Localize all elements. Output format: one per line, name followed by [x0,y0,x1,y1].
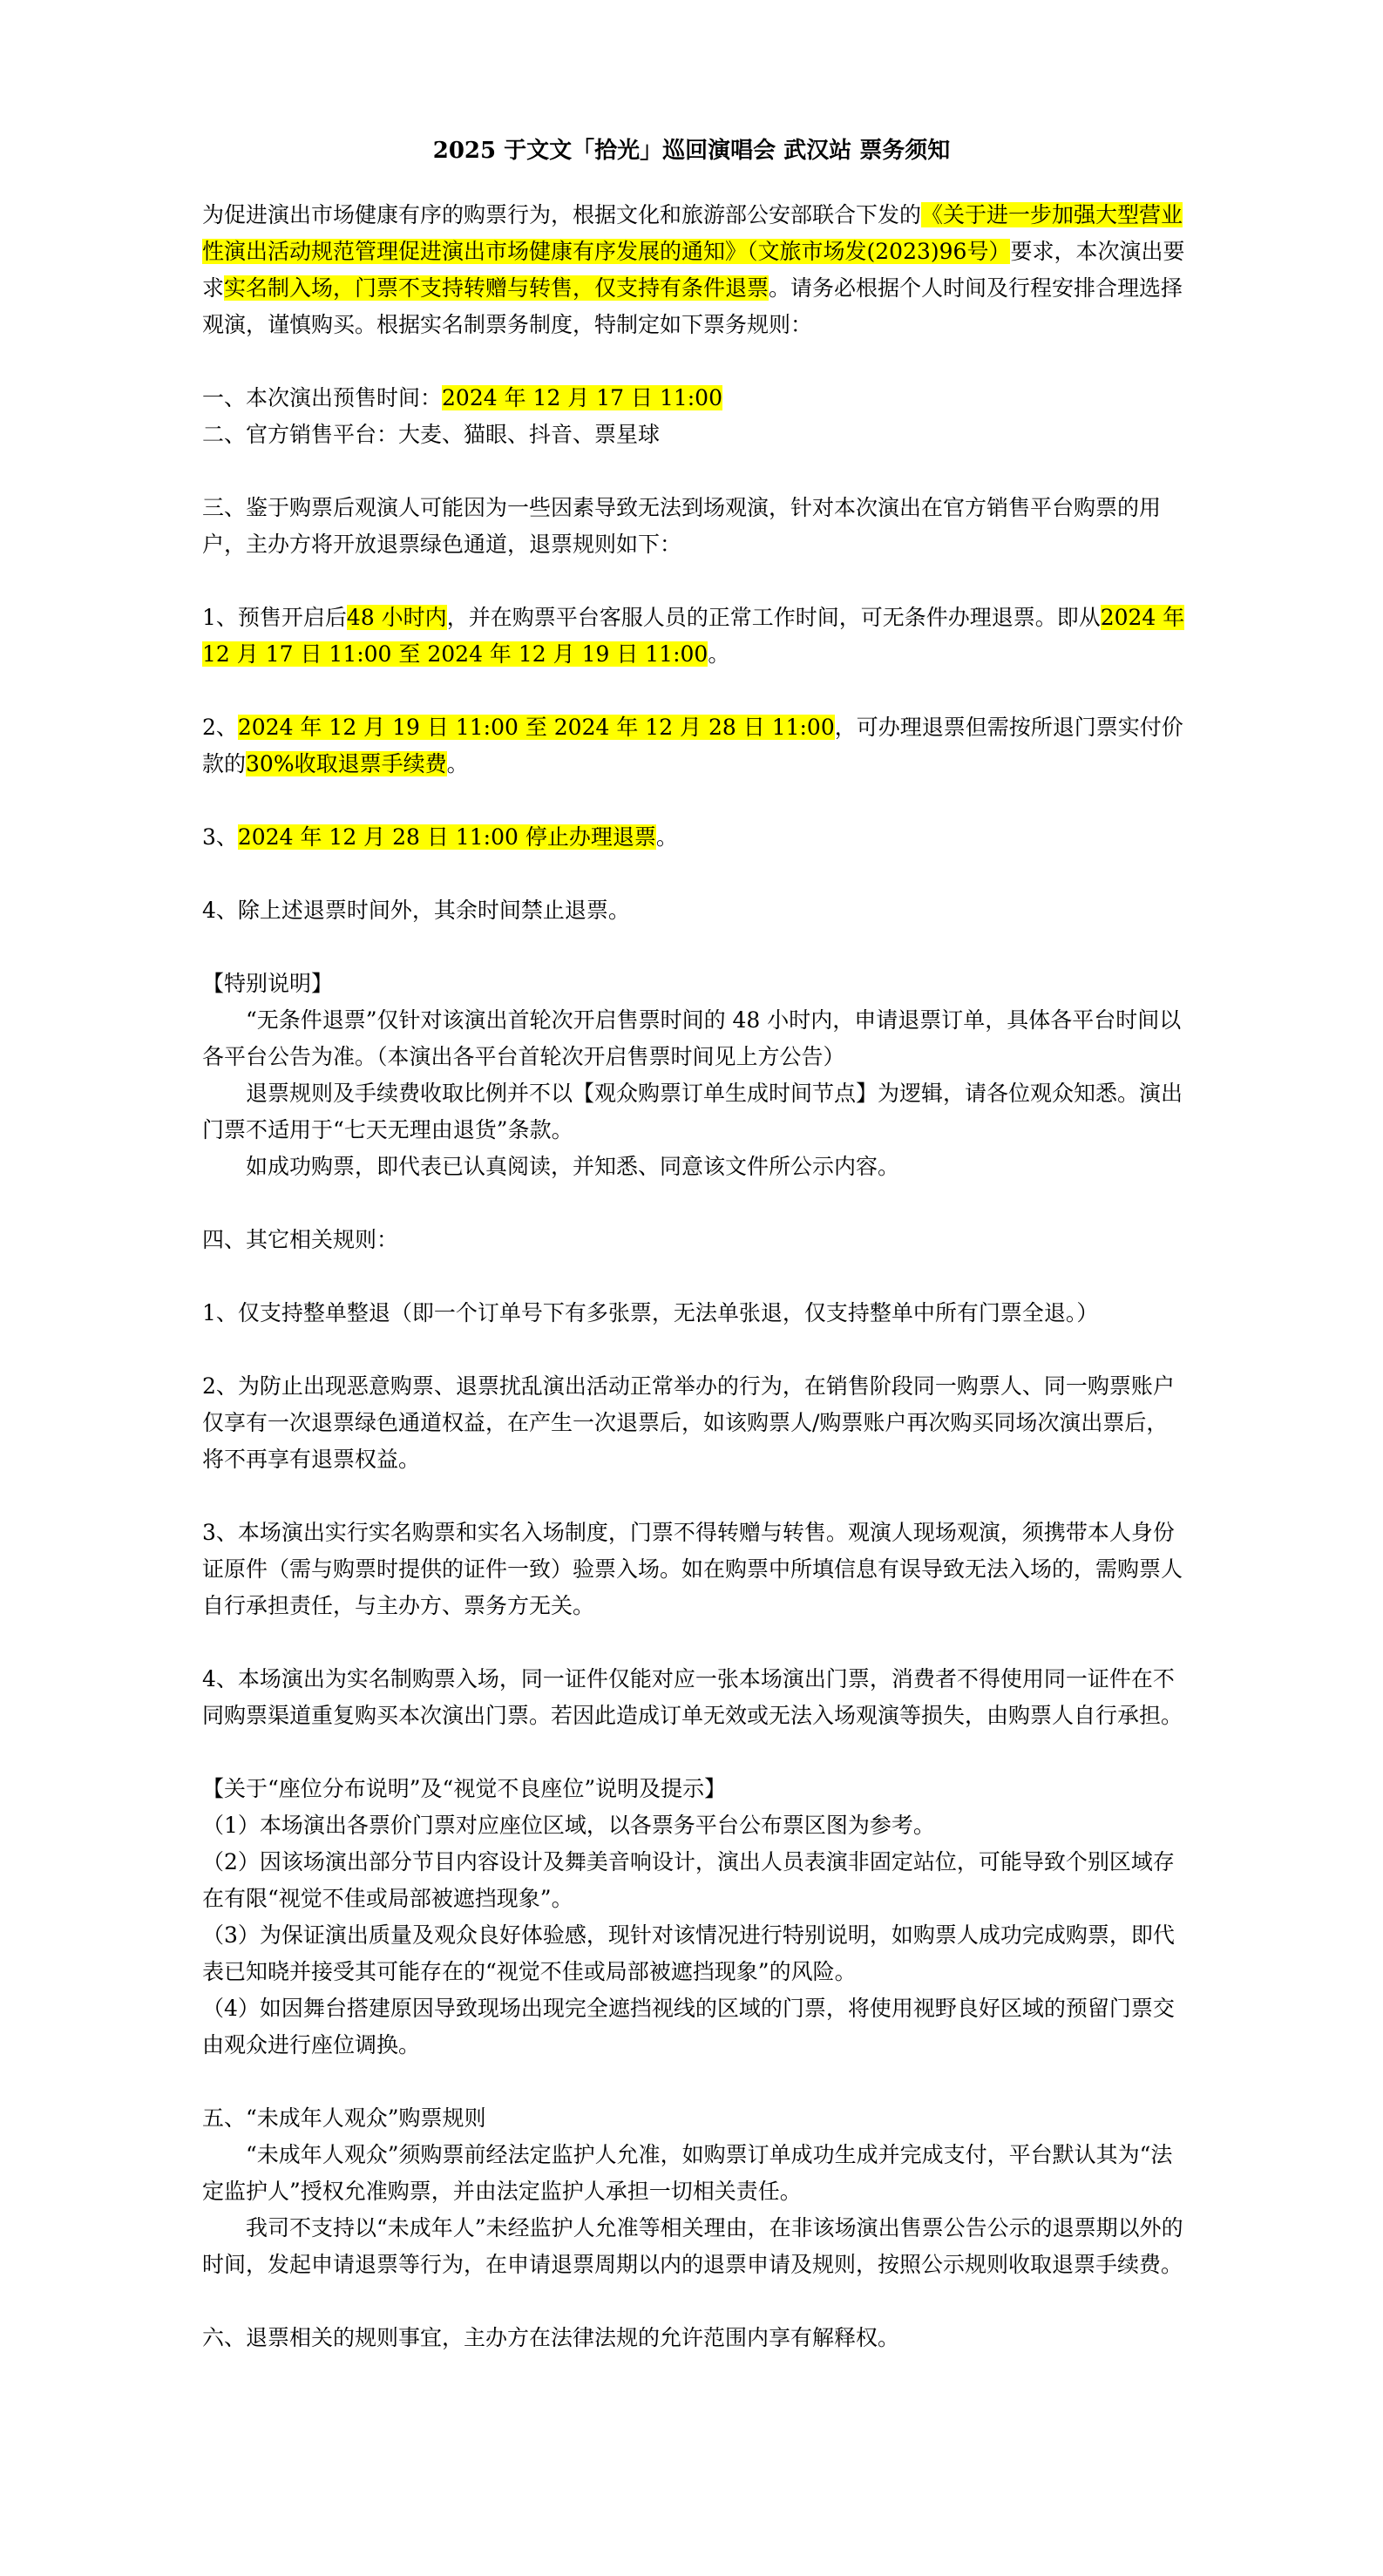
realname-policy-highlight: 实名制入场，门票不支持转赠与转售，仅支持有条件退票 [224,275,769,301]
special-note-paragraph: “无条件退票”仅针对该演出首轮次开启售票时间的 48 小时内，申请退票订单，具体各平台时间以各平台公告为准。（本演出各平台首轮次开启售票时间见上方公告） [202,1007,1182,1069]
other-rule-2: 2、为防止出现恶意购票、退票扰乱演出活动正常举办的行为，在销售阶段同一购票人、同一购票账户仅享有一次退票绿色通道权益，在产生一次退票后，如该购票人/购票账户再次购买同场次演出票后，将不再享有退票权益。 [202,1373,1175,1472]
intro-paragraph [202,197,1185,343]
rule-text: 2、 [202,715,238,740]
rule-text: 。 [655,824,678,850]
rule-text: 3、 [202,824,238,850]
seat-notice-item: （1）本场演出各票价门票对应座位区域，以各票务平台公布票区图为参考。 [202,1813,935,1838]
48h-highlight: 48 小时内 [346,605,447,630]
rule-text: 。 [708,641,730,667]
minor-rules-paragraph: 我司不支持以“未成年人”未经监护人允准等相关理由，在非该场演出售票公告公示的退票期以外的时间，发起申请退票等行为，在申请退票周期以内的退票申请及规则，按照公示规则收取退票手续费。 [202,2215,1183,2277]
special-note-paragraph: 退票规则及手续费收取比例并不以【观众购票订单生成时间节点】为逻辑，请各位观众知悉。演出门票不适用于“七天无理由退货”条款。 [202,1081,1183,1142]
rule-text: ，并在购票平台客服人员的正常工作时间，可无条件办理退票。即从 [446,605,1101,630]
seat-notice-item: （3）为保证演出质量及观众良好体验感，现针对该情况进行特别说明，如购票人成功完成购票，即代表已知晓并接受其可能存在的“视觉不佳或局部被遮挡现象”的风险。 [202,1922,1175,1984]
presale-label: 一、本次演出预售时间： [202,385,443,410]
other-rule-3: 3、本场演出实行实名购票和实名入场制度，门票不得转赠与转售。观演人现场观演，须携带本人身份证原件（需与购票时提供的证件一致）验票入场。如在购票中所填信息有误导致无法入场的，需购票人自行承担责任，与主办方、票务方无关。 [202,1520,1183,1618]
fee-rate-highlight: 30%收取退票手续费 [246,751,447,776]
refund-rule-3 [202,819,1185,856]
refund-rule-2 [202,709,1185,783]
rule-text: 1、预售开启后 [202,605,347,630]
other-rules-heading: 四、其它相关规则： [202,1227,399,1252]
intro-text: 要求，本次演出要求 [202,239,1185,301]
free-refund-period-highlight: 2024 年 12 月 17 日 11:00 至 2024 年 12 月 19 日 11:00 [202,605,1185,667]
seat-notice-heading: 【关于“座位分布说明”及“视觉不良座位”说明及提示】 [202,1776,727,1801]
sales-platform-line: 二、官方销售平台：大麦、猫眼、抖音、票星球 [202,422,661,447]
refund-intro-paragraph: 三、鉴于购票后观演人可能因为一些因素导致无法到场观演，针对本次演出在官方销售平台购票的用户，主办方将开放退票绿色通道，退票规则如下： [202,495,1162,557]
document-title: 2025 于文文「拾光」巡回演唱会 武汉站 票务须知 [432,138,951,164]
presale-time-line [202,380,1185,417]
presale-time-highlight: 2024 年 12 月 17 日 11:00 [442,385,722,410]
notice-reference-highlight: 《关于进一步加强大型营业性演出活动规范管理促进演出市场健康有序发展的通知》（文旅市场发(2023)96号） [202,202,1183,264]
seat-notice-item: （2）因该场演出部分节目内容设计及舞美音响设计，演出人员表演非固定站位，可能导致个别区域存在有限“视觉不佳或局部被遮挡现象”。 [202,1849,1175,1911]
minor-rules-paragraph: “未成年人观众”须购票前经法定监护人允准，如购票订单成功生成并完成支付，平台默认其为“法定监护人”授权允准购票，并由法定监护人承担一切相关责任。 [202,2142,1173,2204]
intro-text: 为促进演出市场健康有序的购票行为，根据文化和旅游部公安部联合下发的 [202,202,922,227]
fee-period-highlight: 2024 年 12 月 19 日 11:00 至 2024 年 12 月 28 日 11:00 [237,715,835,740]
rule-text: ，可办理退票但需按所退门票实付价款的 [202,715,1183,776]
other-rule-1: 1、仅支持整单整退（即一个订单号下有多张票，无法单张退，仅支持整单中所有门票全退。） [202,1300,1099,1325]
document-body [202,197,1185,2356]
special-note-paragraph: 如成功购票，即代表已认真阅读，并知悉、同意该文件所公示内容。 [246,1154,900,1179]
interpretation-rights-line: 六、退票相关的规则事宜，主办方在法律法规的允许范围内享有解释权。 [202,2325,900,2350]
minor-rules-heading: 五、“未成年人观众”购票规则 [202,2105,486,2131]
special-note-heading: 【特别说明】 [202,971,334,996]
rule-text: 。 [446,751,469,776]
refund-stop-highlight: 2024 年 12 月 28 日 11:00 停止办理退票 [237,824,656,850]
refund-rule-4: 4、除上述退票时间外，其余时间禁止退票。 [202,898,630,923]
other-rule-4: 4、本场演出为实名制购票入场，同一证件仅能对应一张本场演出门票，消费者不得使用同一证件在不同购票渠道重复购买本次演出门票。若因此造成订单无效或无法入场观演等损失，由购票人自行承担。 [202,1666,1183,1728]
refund-rule-1 [202,600,1185,673]
intro-text: 。请务必根据个人时间及行程安排合理选择观演，谨慎购买。根据实名制票务制度，特制定如下票务规则： [202,275,1183,337]
seat-notice-item: （4）如因舞台搭建原因导致现场出现完全遮挡视线的区域的门票，将使用视野良好区域的预留门票交由观众进行座位调换。 [202,1996,1175,2057]
